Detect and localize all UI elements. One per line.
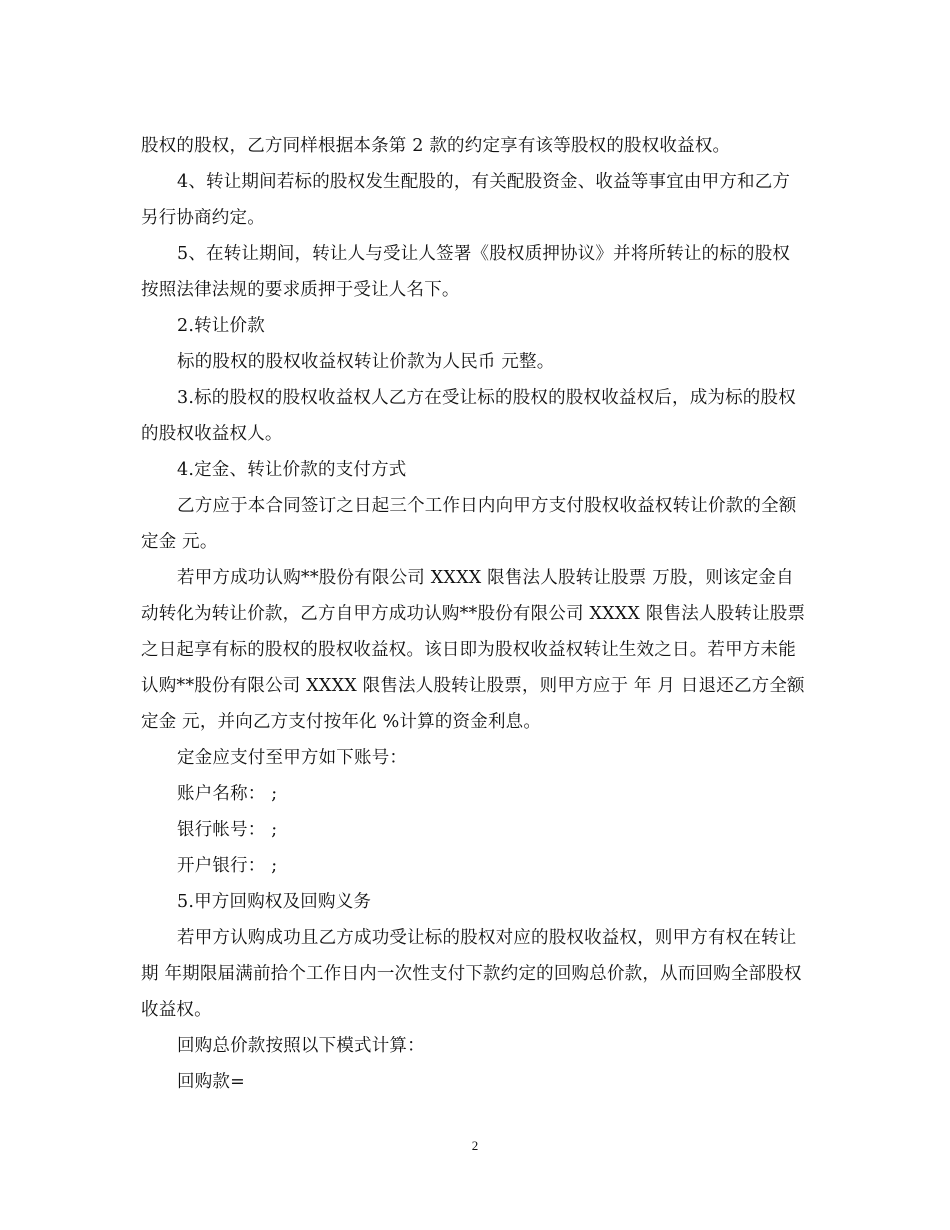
paragraph-item-4-rights-issue: 4、转让期间若标的股权发生配股的，有关配股资金、收益等事宜由甲方和乙方另行协商约定。 bbox=[141, 172, 791, 228]
field-bank-account-number: 银行帐号： ; bbox=[177, 820, 278, 840]
section-heading-income-right-holder: 3.标的股权的股权收益权人乙方在受让标的股权的股权收益权后，成为标的股权的股权收益权人。 bbox=[141, 388, 796, 444]
paragraph-repurchase-right: 若甲方认购成功且乙方成功受让标的股权对应的股权收益权，则甲方有权在转让期 年期限届满前拾个工作日内一次性支付下款约定的回购总价款，从而回购全部股权收益权。 bbox=[141, 928, 802, 1020]
paragraph-continuation: 股权的股权，乙方同样根据本条第 2 款的约定享有该等股权的股权收益权。 bbox=[141, 136, 731, 156]
page-number: 2 bbox=[471, 1138, 479, 1153]
paragraph-deposit-conversion: 若甲方成功认购**股份有限公司 XXXX 限售法人股转让股票 万股，则该定金自动转化为转让价款，乙方自甲方成功认购**股份有限公司 XXXX 限售法人股转让股票之日起享有标的股权的股权收益权。该日即为股权收益权转让生效之日。若甲方未能认购**股份有限公司 XXXX 限售法人股转让股票，则甲方应于 年 月 日退还乙方全额定金 元，并向乙方支付按年化 %计算的资金利息。 bbox=[141, 568, 806, 732]
paragraph-account-intro: 定金应支付至甲方如下账号： bbox=[177, 748, 408, 768]
document-body bbox=[141, 128, 806, 1100]
section-heading-transfer-price: 2.转让价款 bbox=[177, 316, 265, 336]
paragraph-transfer-price: 标的股权的股权收益权转让价款为人民币 元整。 bbox=[177, 352, 555, 372]
paragraph-repurchase-formula-intro: 回购总价款按照以下模式计算： bbox=[177, 1036, 425, 1056]
paragraph-deposit-payment: 乙方应于本合同签订之日起三个工作日内向甲方支付股权收益权转让价款的全额定金 元。 bbox=[141, 496, 797, 552]
field-account-name: 账户名称： ; bbox=[177, 784, 278, 804]
section-heading-repurchase: 5.甲方回购权及回购义务 bbox=[177, 892, 372, 912]
field-opening-bank: 开户银行： ; bbox=[177, 856, 278, 876]
paragraph-item-5-pledge: 5、在转让期间，转让人与受让人签署《股权质押协议》并将所转让的标的股权按照法律法规的要求质押于受让人名下。 bbox=[141, 244, 791, 300]
paragraph-repurchase-formula: 回购款= bbox=[177, 1072, 245, 1092]
section-heading-payment-method: 4.定金、转让价款的支付方式 bbox=[177, 460, 407, 480]
